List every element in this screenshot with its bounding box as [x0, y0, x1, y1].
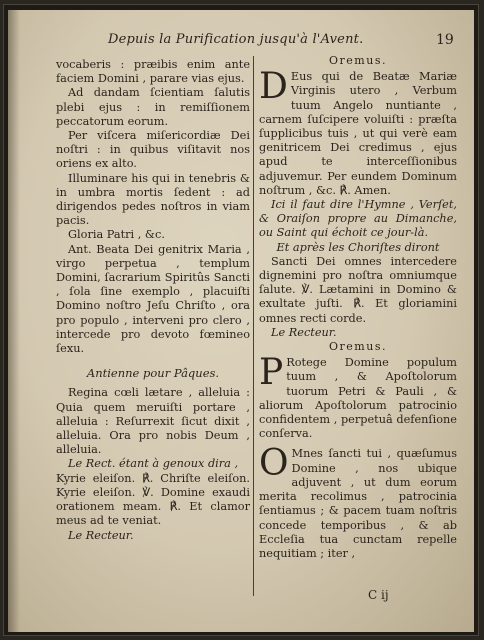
drop-cap: D — [259, 66, 288, 108]
canticle-verse: Ad dandam ſcientiam ſalutis plebi ejus : in remiſſionem peccatorum eorum. — [56, 86, 250, 128]
page-number: 19 — [436, 32, 454, 48]
antienne-heading: Antienne pour Pâques. — [86, 366, 220, 381]
book-page — [8, 10, 474, 632]
le-recteur-label: Le Recteur. — [271, 325, 337, 339]
antiphon-beata: Ant. Beata Dei genitrix Maria , virgo perpetua , templum Domini, ſacrarium Spiritûs Sancti , ſola ſine exemplo , placuiſti Domino noſtro Jeſu Chriſto , ora pro populo , interveni pro clero , intercede pro devoto fœmineo ſexu. — [56, 242, 250, 356]
running-header: Depuis la Purification jusqu'à l'Avent. — [108, 32, 364, 47]
catchword: C ij — [368, 588, 389, 602]
regina-coeli: Regina cœli lætare , alleluia : Quia quem meruiſti portare , alleluia : Reſurrexit ſicut dixit , alleluia. Ora pro nobis Deum , alleluia. — [56, 386, 250, 457]
le-recteur-label: Le Recteur. — [68, 528, 134, 542]
left-column — [56, 58, 250, 543]
canticle-verse: Illuminare his qui in tenebris & in umbra mortis ſedent : ad dirigendos pedes noſtros in viam pacis. — [56, 171, 250, 228]
rubric-choristes: Et après les Choriſtes diront — [276, 240, 440, 254]
canticle-verse: Per viſcera miſericordiæ Dei noſtri : in quibus viſitavit nos oriens ex alto. — [56, 129, 250, 171]
prayer-text: Rotege Domine populum tuum , & Apoſtolorum tuorum Petri & Pauli , & aliorum Apoſtolorum patrocinio confidentem , perpetuâ defenſione conſerva. — [259, 356, 457, 441]
prayer-omnes-sancti — [259, 443, 457, 561]
prayer-text: Eus qui de Beatæ Mariæ Virginis utero , Verbum tuum Angelo nuntiante , carnem ſuſcipere voluiſti : præſta ſupplicibus tuis , ut qui verè eam genitricem Dei credimus , ejus apud te interceſſionibus adjuvemur. Per eundem Dominum noſtrum , &c. ℟. Amen. — [259, 70, 457, 197]
drop-cap: O — [259, 443, 289, 485]
kyrie-versicles: Kyrie eleiſon. ℟. Chriſte eleiſon. Kyrie eleiſon. ℣. Domine exaudi orationem meam. ℟. Et clamor meus ad te veniat. — [56, 471, 250, 528]
prayer-deus-qui — [259, 66, 457, 198]
sancti-dei: Sancti Dei omnes intercedere dignemini pro noſtra omniumque ſalute. ℣. Lætamini in Domino & exultate juſti. ℟. Et gloriamini omnes recti corde. — [259, 254, 457, 325]
rubric-rector: Le Rect. étant à genoux dira , — [68, 457, 239, 471]
gloria-patri: Gloria Patri , &c. — [68, 228, 165, 242]
drop-cap: P — [259, 352, 284, 394]
rubric-hymn: Ici il faut dire l'Hymne , Verſet, & Oraiſon propre au Dimanche, ou Saint qui échoit ce jour-là. — [259, 198, 457, 240]
right-column — [259, 54, 457, 561]
canticle-verse: vocaberis : præibis enim ante faciem Domini , parare vias ejus. — [56, 58, 250, 86]
oremus-heading: Oremus. — [329, 54, 387, 67]
prayer-protege — [259, 352, 457, 441]
column-divider — [253, 56, 254, 596]
prayer-text: Mnes ſancti tui , quæſumus Domine , nos ubique adjuvent , ut dum eorum merita recolimus , patrocinia ſentiamus ; & pacem tuam noſtris concede temporibus , & ab Eccleſia tua cunctam repelle nequitiam ; iter , — [259, 447, 457, 560]
oremus-heading: Oremus. — [329, 340, 387, 354]
